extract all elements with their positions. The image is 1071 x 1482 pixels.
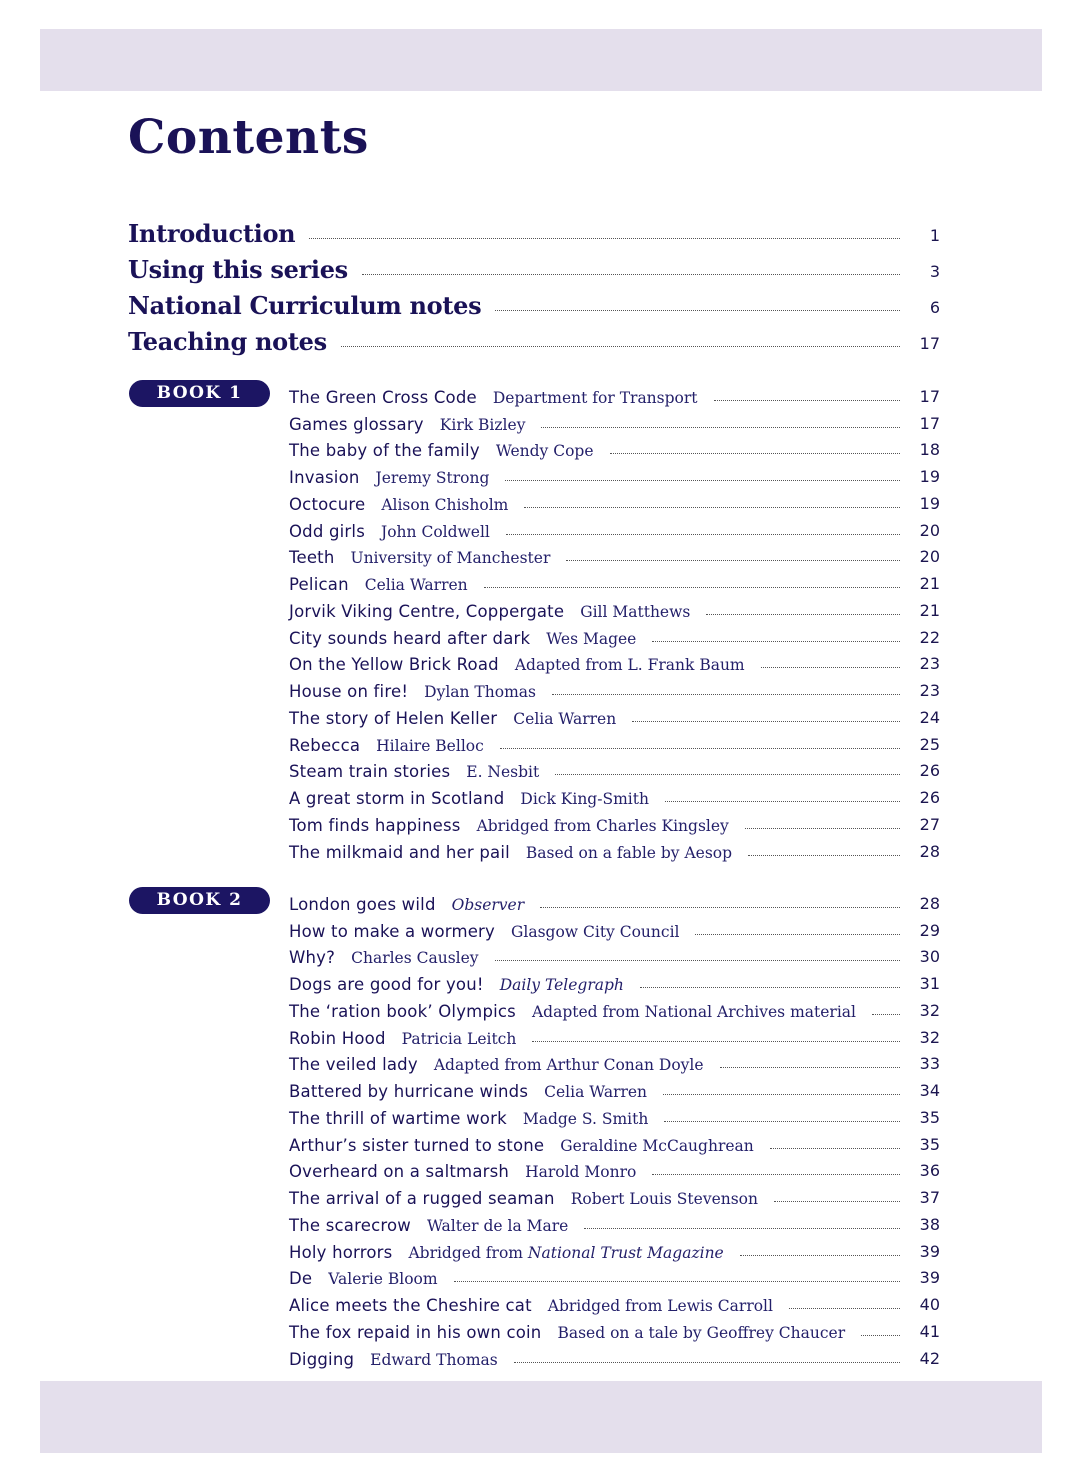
entry-title: The arrival of a rugged seaman <box>289 1189 555 1209</box>
entry-author-text: Wes Magee <box>546 629 637 648</box>
page-number: 30 <box>919 947 940 967</box>
entry-author <box>402 1030 517 1048</box>
dot-leader <box>506 534 900 535</box>
contents-entry[interactable] <box>289 1262 940 1289</box>
page-number: 24 <box>919 707 940 727</box>
page-number: 29 <box>919 920 940 940</box>
entry-author <box>526 844 732 862</box>
contents-entry[interactable] <box>289 1021 940 1048</box>
dot-leader <box>495 960 900 961</box>
entry-title: Battered by hurricane winds <box>289 1082 529 1102</box>
entry-label: Teaching notes <box>128 327 327 356</box>
page-number: 41 <box>919 1322 940 1342</box>
entry-author <box>365 576 468 594</box>
entry-author-text: Harold Monro <box>525 1163 637 1182</box>
contents-entry[interactable] <box>289 487 940 514</box>
entry-author-text: Madge S. Smith <box>522 1109 649 1128</box>
contents-entry[interactable] <box>289 380 940 407</box>
entry-author <box>571 1190 758 1208</box>
entry-author <box>328 1270 437 1288</box>
dot-leader <box>861 1335 900 1336</box>
page-number: 39 <box>919 1268 940 1288</box>
entry-author-text: Kirk Bizley <box>439 415 526 434</box>
entry-title: The thrill of wartime work <box>289 1108 507 1128</box>
entry-author-text: Celia Warren <box>364 576 468 595</box>
dot-leader <box>495 310 900 311</box>
entry-author <box>500 976 624 994</box>
entry-author <box>424 683 536 701</box>
entry-author-text: Patricia Leitch <box>401 1029 517 1048</box>
page-title: Contents <box>128 110 369 165</box>
page-number: 23 <box>919 654 940 674</box>
page-number: 35 <box>919 1134 940 1154</box>
page-number: 39 <box>919 1241 940 1261</box>
entry-title: Steam train stories <box>289 762 451 782</box>
entry-author-text: Wendy Cope <box>495 442 594 461</box>
dot-leader <box>532 1041 900 1042</box>
entry-author-publication: National Trust Magazine <box>527 1243 724 1262</box>
dot-leader <box>524 507 900 508</box>
entry-title: Rebecca <box>289 735 361 755</box>
entry-author <box>381 523 490 541</box>
contents-entry[interactable] <box>289 407 940 434</box>
contents-entry[interactable] <box>289 460 940 487</box>
entry-author-publication: Daily Telegraph <box>499 976 624 995</box>
entry-title: Octocure <box>289 494 366 514</box>
contents-entry[interactable] <box>289 755 940 782</box>
entry-title: On the Yellow Brick Road <box>289 655 499 675</box>
dot-leader <box>454 1281 900 1282</box>
dot-leader <box>309 238 900 239</box>
page-number: 19 <box>919 467 940 487</box>
page-number: 17 <box>919 386 940 406</box>
contents-entry[interactable] <box>289 648 940 675</box>
dot-leader <box>770 1148 900 1149</box>
entry-author <box>513 710 616 728</box>
entry-author-text: Dick King-Smith <box>520 790 649 809</box>
dot-leader <box>341 346 900 347</box>
entry-title: A great storm in Scotland <box>289 789 505 809</box>
dot-leader <box>584 1228 900 1229</box>
entry-author <box>548 1297 773 1315</box>
entry-author <box>546 630 636 648</box>
entry-author <box>452 896 525 914</box>
book-1-entries <box>289 380 940 862</box>
dot-leader <box>706 614 900 615</box>
entry-author <box>370 1351 498 1369</box>
dot-leader <box>541 427 900 428</box>
page-number: 6 <box>929 298 940 317</box>
dot-leader <box>748 855 900 856</box>
contents-entry-using-this-series[interactable] <box>128 248 940 284</box>
contents-entry[interactable] <box>289 594 940 621</box>
dot-leader <box>500 748 900 749</box>
entry-author-text: Charles Causley <box>351 949 479 968</box>
page-number: 27 <box>919 815 940 835</box>
entry-author <box>544 1083 647 1101</box>
entry-author-text: Abridged from <box>408 1243 528 1262</box>
contents-entry[interactable] <box>289 674 940 701</box>
contents-entry[interactable] <box>289 1155 940 1182</box>
dot-leader <box>652 641 900 642</box>
contents-entry[interactable] <box>289 728 940 755</box>
dot-leader <box>740 1255 900 1256</box>
entry-author-text: Geraldine McCaughrean <box>560 1136 754 1155</box>
dot-leader <box>610 453 900 454</box>
entry-author-text: Edward Thomas <box>370 1350 498 1369</box>
contents-entry-introduction[interactable] <box>128 212 940 248</box>
entry-title: Teeth <box>289 548 335 568</box>
page-number: 34 <box>919 1081 940 1101</box>
entry-title: Overheard on a saltmarsh <box>289 1162 510 1182</box>
dot-leader <box>761 667 900 668</box>
contents-entry-national-curriculum-notes[interactable] <box>128 284 940 320</box>
contents-entry[interactable] <box>289 621 940 648</box>
entry-title: Pelican <box>289 575 349 595</box>
entry-title: Dogs are good for you! <box>289 975 484 995</box>
dot-leader <box>695 934 900 935</box>
entry-title: Robin Hood <box>289 1028 386 1048</box>
page-number: 32 <box>919 1000 940 1020</box>
page-number: 31 <box>919 974 940 994</box>
page-number: 28 <box>919 841 940 861</box>
page-number: 20 <box>919 520 940 540</box>
page-number: 23 <box>919 681 940 701</box>
dot-leader <box>663 1094 900 1095</box>
page-number: 21 <box>919 574 940 594</box>
entry-title: Invasion <box>289 468 360 488</box>
page-number: 19 <box>919 493 940 513</box>
entry-title: House on fire! <box>289 682 409 702</box>
main-contents-list <box>128 212 940 356</box>
dot-leader <box>640 987 900 988</box>
entry-title: De <box>289 1269 313 1289</box>
page-number: 26 <box>919 761 940 781</box>
entry-author-text: Adapted from National Archives material <box>531 1002 856 1021</box>
contents-entry[interactable] <box>289 994 940 1021</box>
entry-author-text: Department for Transport <box>492 388 698 407</box>
contents-entry[interactable] <box>289 781 940 808</box>
entry-title: Games glossary <box>289 414 424 434</box>
entry-title: The milkmaid and her pail <box>289 842 510 862</box>
contents-entry-teaching-notes[interactable] <box>128 320 940 356</box>
page-number: 22 <box>919 627 940 647</box>
entry-title: Holy horrors <box>289 1242 393 1262</box>
entry-author-text: Dylan Thomas <box>424 683 536 702</box>
dot-leader <box>652 1174 900 1175</box>
entry-author <box>511 923 679 941</box>
entry-author-text: Based on a fable by Aesop <box>525 843 733 862</box>
entry-author-text: Adapted from L. Frank Baum <box>514 656 745 675</box>
entry-title: London goes wild <box>289 894 436 914</box>
entry-author <box>434 1056 704 1074</box>
entry-author <box>532 1003 856 1021</box>
entry-title: Jorvik Viking Centre, Coppergate <box>289 601 565 621</box>
page-number: 3 <box>929 262 940 281</box>
contents-entry[interactable] <box>289 1048 940 1075</box>
page-number: 37 <box>919 1188 940 1208</box>
contents-entry[interactable] <box>289 1342 940 1369</box>
entry-author <box>520 790 649 808</box>
dot-leader <box>555 774 900 775</box>
entry-title: City sounds heard after dark <box>289 628 531 648</box>
entry-label: Introduction <box>128 219 296 248</box>
entry-author-text: Walter de la Mare <box>426 1216 569 1235</box>
dot-leader <box>774 1201 900 1202</box>
page-number: 35 <box>919 1107 940 1127</box>
contents-entry[interactable] <box>289 887 940 914</box>
entry-author-text: Adapted from Arthur Conan Doyle <box>433 1056 704 1075</box>
entry-author <box>525 1163 636 1181</box>
dot-leader <box>664 1121 900 1122</box>
contents-entry[interactable] <box>289 434 940 461</box>
contents-entry[interactable] <box>289 701 940 728</box>
entry-author <box>515 656 745 674</box>
entry-author <box>351 949 478 967</box>
dot-leader <box>514 1362 900 1363</box>
page-number: 18 <box>919 440 940 460</box>
dot-leader <box>632 721 900 722</box>
contents-entry[interactable] <box>289 1101 940 1128</box>
page-number: 42 <box>919 1348 940 1368</box>
entry-title: The veiled lady <box>289 1055 418 1075</box>
contents-entry[interactable] <box>289 1074 940 1101</box>
book-2-badge: BOOK 2 <box>129 887 270 914</box>
dot-leader <box>665 801 900 802</box>
page-number: 17 <box>919 334 940 353</box>
entry-author-text: University of Manchester <box>350 549 551 568</box>
entry-author-text: Abridged from Lewis Carroll <box>547 1297 773 1316</box>
header-band <box>40 29 1042 91</box>
entry-author-text: Valerie Bloom <box>328 1270 438 1289</box>
entry-author <box>493 389 698 407</box>
dot-leader <box>362 274 900 275</box>
entry-author <box>376 469 490 487</box>
entry-author-text: Hilaire Belloc <box>376 736 484 755</box>
contents-entry[interactable] <box>289 1235 940 1262</box>
entry-author <box>381 496 508 514</box>
entry-title: How to make a wormery <box>289 921 496 941</box>
entry-author <box>580 603 690 621</box>
page-number: 28 <box>919 893 940 913</box>
dot-leader <box>566 560 900 561</box>
contents-entry[interactable] <box>289 1208 940 1235</box>
contents-entry[interactable] <box>289 914 940 941</box>
contents-entry[interactable] <box>289 567 940 594</box>
entry-author-text: E. Nesbit <box>466 763 540 782</box>
entry-author <box>440 416 526 434</box>
entry-title: The baby of the family <box>289 441 480 461</box>
page-number: 36 <box>919 1161 940 1181</box>
page-number: 33 <box>919 1054 940 1074</box>
entry-author <box>351 549 551 567</box>
contents-entry[interactable] <box>289 541 940 568</box>
entry-author-text: Celia Warren <box>513 709 617 728</box>
dot-leader <box>789 1308 900 1309</box>
page-number: 40 <box>919 1295 940 1315</box>
dot-leader <box>872 1014 900 1015</box>
contents-entry[interactable] <box>289 1128 940 1155</box>
entry-title: The Green Cross Code <box>289 387 477 407</box>
dot-leader <box>484 587 900 588</box>
page-number: 25 <box>919 734 940 754</box>
entry-author <box>376 737 484 755</box>
page-number: 38 <box>919 1214 940 1234</box>
entry-title: Arthur’s sister turned to stone <box>289 1135 545 1155</box>
page-number: 26 <box>919 788 940 808</box>
book-2-entries <box>289 887 940 1369</box>
contents-entry[interactable] <box>289 967 940 994</box>
contents-entry[interactable] <box>289 514 940 541</box>
entry-author-text: Celia Warren <box>544 1083 648 1102</box>
entry-title: The ‘ration book’ Olympics <box>289 1001 516 1021</box>
entry-author-text: Alison Chisholm <box>381 495 509 514</box>
entry-author-text: Glasgow City Council <box>511 922 680 941</box>
entry-title: Why? <box>289 948 336 968</box>
entry-author-text: Based on a tale by Geoffrey Chaucer <box>557 1324 846 1343</box>
contents-entry[interactable] <box>289 835 940 862</box>
entry-author-publication: Observer <box>451 895 525 914</box>
entry-title: The scarecrow <box>289 1215 411 1235</box>
entry-title: Digging <box>289 1349 355 1369</box>
dot-leader <box>714 400 900 401</box>
entry-author-text: Gill Matthews <box>580 602 691 621</box>
entry-author <box>427 1217 568 1235</box>
page-number: 20 <box>919 547 940 567</box>
entry-author <box>560 1137 753 1155</box>
entry-label: National Curriculum notes <box>128 291 482 320</box>
entry-author <box>496 442 594 460</box>
entry-author-text: Robert Louis Stevenson <box>570 1190 758 1209</box>
entry-author-text: John Coldwell <box>381 522 490 541</box>
contents-entry[interactable] <box>289 941 940 968</box>
entry-author-text: Jeremy Strong <box>375 469 490 488</box>
entry-author <box>477 817 729 835</box>
contents-entry[interactable] <box>289 1288 940 1315</box>
page-number: 17 <box>919 413 940 433</box>
entry-title: The story of Helen Keller <box>289 708 498 728</box>
entry-author-text: Abridged from Charles Kingsley <box>476 817 729 836</box>
entry-author <box>523 1110 648 1128</box>
page-number: 1 <box>929 226 940 245</box>
entry-author <box>466 763 539 781</box>
contents-entry[interactable] <box>289 808 940 835</box>
entry-author <box>408 1244 723 1262</box>
page-number: 21 <box>919 600 940 620</box>
entry-label: Using this series <box>128 255 348 284</box>
dot-leader <box>745 828 900 829</box>
book-1-badge: BOOK 1 <box>129 380 270 407</box>
footer-band <box>40 1381 1042 1453</box>
entry-author <box>557 1324 845 1342</box>
entry-title: Alice meets the Cheshire cat <box>289 1296 532 1316</box>
dot-leader <box>552 694 900 695</box>
contents-entry[interactable] <box>289 1181 940 1208</box>
entry-title: Odd girls <box>289 521 366 541</box>
contents-entry[interactable] <box>289 1315 940 1342</box>
entry-title: The fox repaid in his own coin <box>289 1323 542 1343</box>
entry-title: Tom finds happiness <box>289 816 461 836</box>
page-number: 32 <box>919 1027 940 1047</box>
dot-leader <box>540 907 900 908</box>
dot-leader <box>505 480 900 481</box>
dot-leader <box>720 1067 900 1068</box>
